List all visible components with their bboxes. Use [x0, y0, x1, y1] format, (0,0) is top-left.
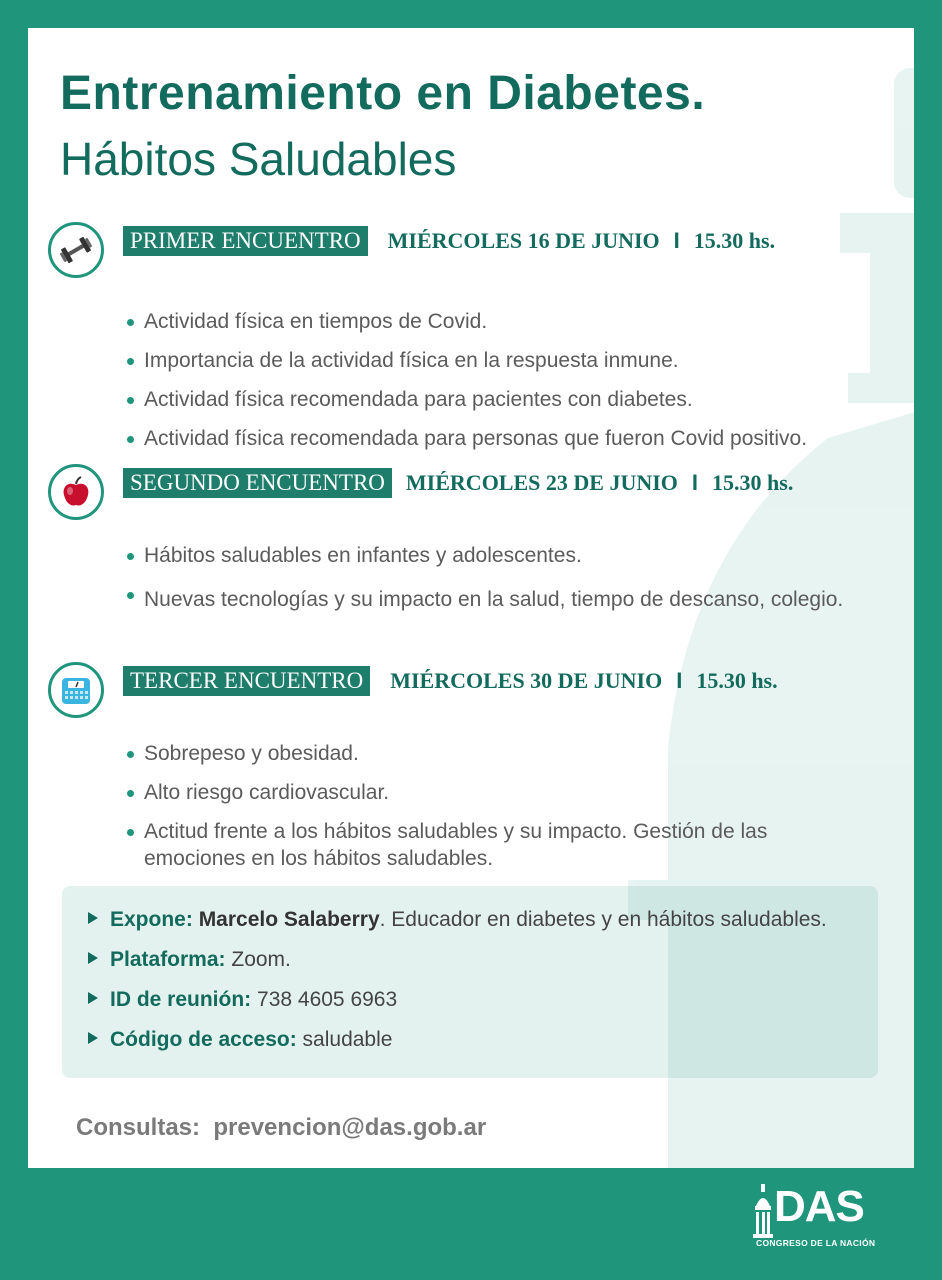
- info-plataforma: [88, 948, 291, 972]
- meeting-id: 738 4605 6963: [257, 988, 398, 1011]
- info-label: Plataforma:: [110, 948, 226, 971]
- list-item: Actividad física en tiempos de Covid.: [126, 308, 807, 335]
- list-item: Actividad física recomendada para personas que fueron Covid positivo.: [126, 425, 807, 452]
- section-badge: SEGUNDO ENCUENTRO: [123, 468, 392, 498]
- section-time: 15.30 hs.: [712, 470, 794, 495]
- section-time: 15.30 hs.: [693, 228, 776, 253]
- speaker-name: Marcelo Salaberry: [198, 908, 380, 931]
- list-item: Importancia de la actividad física en la respuesta inmune.: [126, 347, 807, 374]
- separator: I: [673, 228, 680, 253]
- flyer-card: [28, 28, 914, 1168]
- das-logo: [752, 1180, 876, 1264]
- section-badge: PRIMER ENCUENTRO: [123, 226, 368, 256]
- separator: I: [691, 470, 699, 495]
- consultas-email[interactable]: prevencion@das.gob.ar: [213, 1114, 487, 1141]
- list-item: Hábitos saludables en infantes y adolescentes.: [126, 542, 866, 569]
- list-item: Actitud frente a los hábitos saludables y su impacto. Gestión de las emociones en los hábitos saludables.: [126, 818, 866, 872]
- page-title: Entrenamiento en Diabetes.: [60, 67, 706, 120]
- page-subtitle: Hábitos Saludables: [60, 133, 457, 185]
- section-badge: TERCER ENCUENTRO: [123, 666, 370, 696]
- event-info-box: [62, 886, 878, 1078]
- section-header: [123, 226, 775, 256]
- list-item: Actividad física recomendada para pacientes con diabetes.: [126, 386, 807, 413]
- info-codigo: [88, 1028, 392, 1052]
- list-item: Sobrepeso y obesidad.: [126, 740, 866, 767]
- topic-list: [126, 542, 866, 619]
- section-date: MIÉRCOLES 30 DE JUNIO: [390, 668, 663, 693]
- logo-subtitle: CONGRESO DE LA NACIÓN: [756, 1238, 876, 1248]
- consultas-line: [76, 1114, 486, 1142]
- info-label: Código de acceso:: [110, 1028, 297, 1051]
- topic-list: [126, 740, 866, 872]
- access-code: saludable: [302, 1028, 393, 1051]
- scale-icon: [48, 662, 104, 718]
- speaker-description: . Educador en diabetes y en hábitos saludables.: [379, 908, 827, 931]
- section-date: MIÉRCOLES 16 DE JUNIO: [387, 228, 660, 253]
- info-label: Expone:: [110, 908, 193, 931]
- section-header: [123, 468, 793, 498]
- platform-value: Zoom.: [231, 948, 291, 971]
- separator: I: [676, 668, 683, 693]
- capitol-dome-icon: [752, 1184, 774, 1240]
- section-date: MIÉRCOLES 23 DE JUNIO: [405, 470, 678, 495]
- info-reunion: [88, 988, 397, 1012]
- play-arrow-icon: [88, 1032, 98, 1044]
- dumbbell-icon: [48, 222, 104, 278]
- consultas-label: Consultas:: [76, 1114, 201, 1141]
- play-arrow-icon: [88, 992, 98, 1004]
- play-arrow-icon: [88, 952, 98, 964]
- play-arrow-icon: [88, 912, 98, 924]
- info-expone: [88, 908, 827, 932]
- info-label: ID de reunión:: [110, 988, 252, 1011]
- list-item: Nuevas tecnologías y su impacto en la salud, tiempo de descanso, colegio.: [126, 581, 866, 619]
- list-item: Alto riesgo cardiovascular.: [126, 779, 866, 806]
- section-time: 15.30 hs.: [696, 668, 778, 693]
- apple-icon: [48, 464, 104, 520]
- logo-text: DAS: [774, 1182, 864, 1231]
- section-header: [123, 666, 778, 696]
- topic-list: [126, 308, 807, 452]
